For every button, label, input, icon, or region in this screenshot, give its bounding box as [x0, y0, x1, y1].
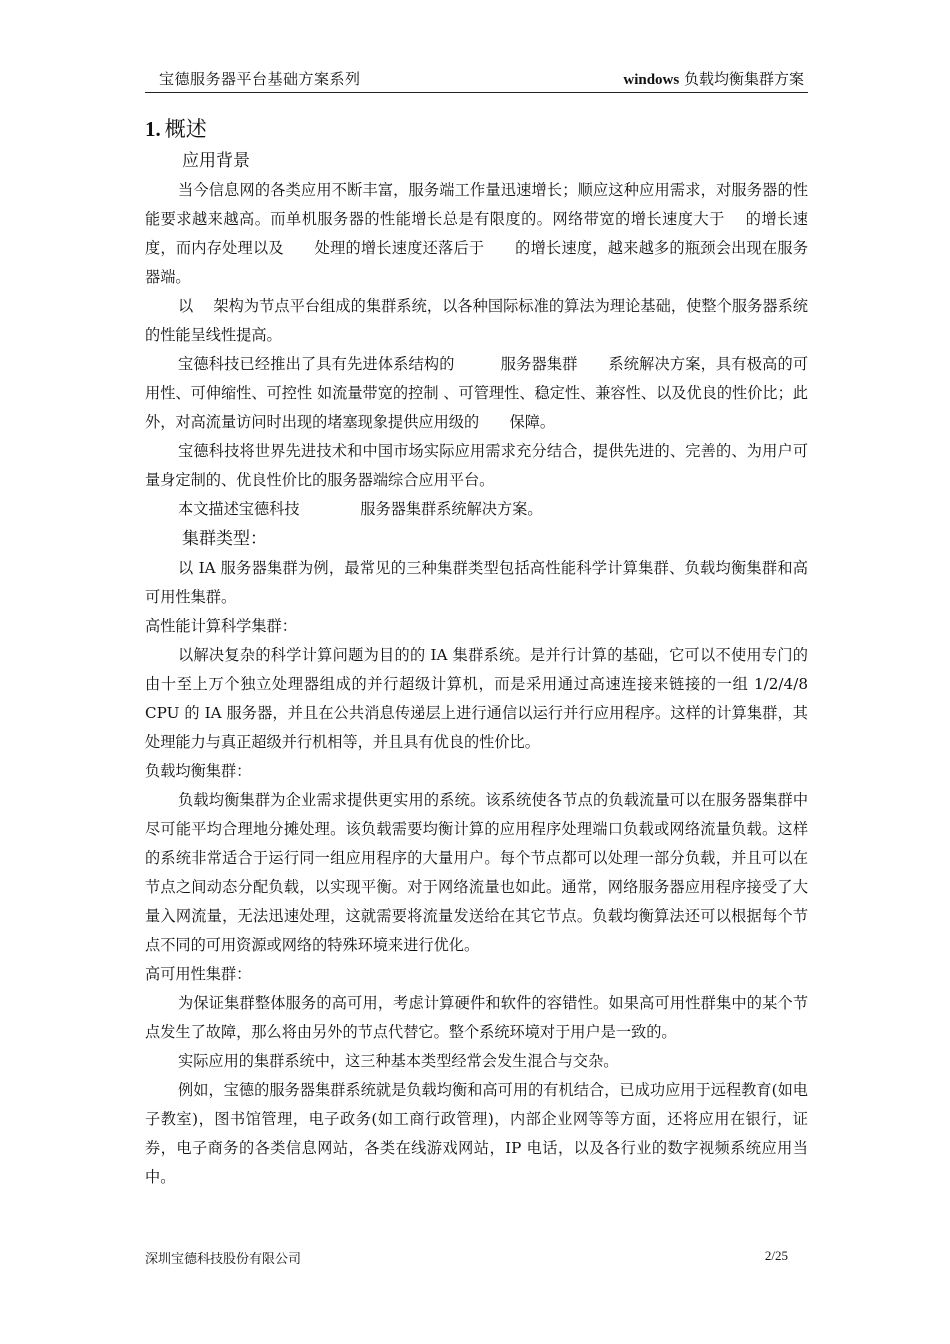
header-document-title [623, 68, 804, 89]
page-number: 2/25 [764, 1248, 788, 1263]
subheading-hpc: 高性能计算科学集群： [145, 617, 297, 635]
page-content [145, 112, 808, 1192]
paragraph: 宝德科技已经推出了具有先进体系结构的 服务器集群 系统解决方案，具有极高的可用性、可伸缩性、可控性 如流量带宽的控制 、可管理性、稳定性、兼容性、以及优良的性价比；此外，对高流量访问时出现的堵塞现象提供应用级的 保障。 [145, 355, 808, 431]
section-number: 1. [145, 117, 161, 141]
paragraph: 负载均衡集群为企业需求提供更实用的系统。该系统使各节点的负载流量可以在服务器集群中尽可能平均合理地分摊处理。该负载需要均衡计算的应用程序处理端口负载或网络流量负载。这样的系统非常适合于运行同一组应用程序的大量用户。每个节点都可以处理一部分负载，并且可以在节点之间动态分配负载，以实现平衡。对于网络流量也如此。通常，网络服务器应用程序接受了大量入网流量，无法迅速处理，这就需要将流量发送给在其它节点。负载均衡算法还可以根据每个节点不同的可用资源或网络的特殊环境来进行优化。 [145, 791, 808, 954]
section-heading [145, 112, 808, 146]
paragraph: 以 架构为节点平台组成的集群系统，以各种国际标准的算法为理论基础，使整个服务器系统的性能呈线性提高。 [145, 297, 808, 344]
header-title-bold: windows [623, 72, 680, 88]
page-footer [145, 1248, 788, 1267]
page-header [145, 66, 808, 93]
paragraph: 本文描述宝德科技 服务器集群系统解决方案。 [178, 500, 543, 518]
paragraph: 例如，宝德的服务器集群系统就是负载均衡和高可用的有机结合，已成功应用于远程教育(如电子教室)，图书馆管理，电子政务(如工商行政管理)，内部企业网等等方面，还将应用在银行，证券，电子商务的各类信息网站，各类在线游戏网站，IP 电话，以及各行业的数字视频系统应用当中。 [145, 1081, 808, 1186]
footer-company: 深圳宝德科技股份有限公司 [145, 1252, 302, 1267]
header-series-title: 宝德服务器平台基础方案系列 [159, 70, 361, 88]
paragraph: 实际应用的集群系统中，这三种基本类型经常会发生混合与交杂。 [178, 1052, 619, 1070]
subheading-load-balancing: 负载均衡集群： [145, 762, 252, 780]
paragraph: 宝德科技将世界先进技术和中国市场实际应用需求充分结合，提供先进的、完善的、为用户可量身定制的、优良性价比的服务器端综合应用平台。 [145, 442, 808, 489]
paragraph: 为保证集群整体服务的高可用，考虑计算硬件和软件的容错性。如果高可用性群集中的某个节点发生了故障，那么将由另外的节点代替它。整个系统环境对于用户是一致的。 [145, 994, 808, 1041]
paragraph: 以 IA 服务器集群为例，最常见的三种集群类型包括高性能科学计算集群、负载均衡集群和高可用性集群。 [145, 559, 808, 606]
header-title-rest: 负载均衡集群方案 [679, 70, 804, 88]
subheading-background: 应用背景 [182, 151, 250, 171]
paragraph: 以解决复杂的科学计算问题为目的的 IA 集群系统。是并行计算的基础，它可以不使用专门的由十至上万个独立处理器组成的并行超级计算机，而是采用通过高速连接来链接的一组 1/2/4/8 CPU 的 IA 服务器，并且在公共消息传递层上进行通信以运行并行应用程序。这样的计算集群，其处理能力与真正超级并行机相等，并且具有优良的性价比。 [145, 646, 808, 751]
subheading-high-availability: 高可用性集群： [145, 965, 252, 983]
subheading-cluster-types: 集群类型： [182, 529, 267, 549]
paragraph: 当今信息网的各类应用不断丰富，服务端工作量迅速增长；顺应这种应用需求，对服务器的性能要求越来越高。而单机服务器的性能增长总是有限度的。网络带宽的增长速度大于 的增长速度，而内存处理以及 处理的增长速度还落后于 的增长速度，越来越多的瓶颈会出现在服务器端。 [145, 181, 808, 286]
section-title: 概述 [164, 117, 207, 141]
